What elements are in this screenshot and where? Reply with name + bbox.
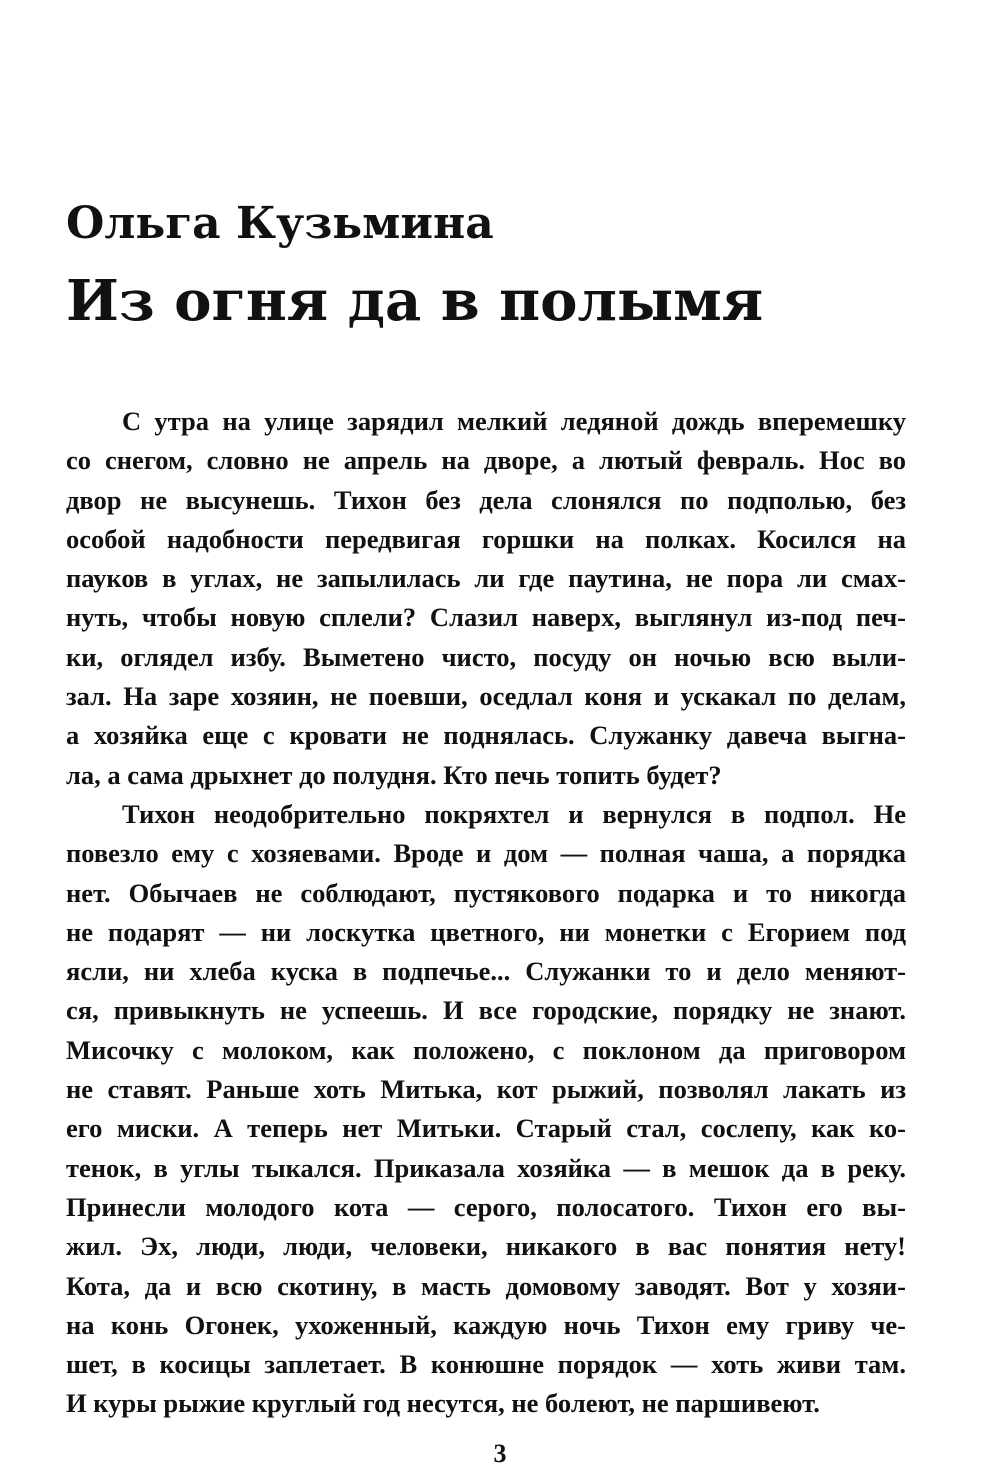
text-line: ся, привыкнуть не успеешь. И все городские, порядку не знают. <box>66 995 906 1026</box>
text-line: тенок, в углы тыкался. Приказала хозяйка — в мешок да в реку. <box>66 1152 906 1183</box>
text-line: со снегом, словно не апрель на дворе, а лютый февраль. Нос во <box>66 445 906 476</box>
text-line: а хозяйка еще с кровати не поднялась. Служанку давеча выгна- <box>66 720 906 751</box>
story-title: Из огня да в полымя <box>66 268 764 334</box>
author-name: Ольга Кузьмина <box>66 198 494 249</box>
text-line: Кота, да и всю скотину, в масть домовому заводят. Вот у хозяи- <box>66 1270 906 1301</box>
text-line: повезло ему с хозяевами. Вроде и дом — полная чаша, а порядка <box>66 838 906 869</box>
text-line: двор не высунешь. Тихон без дела слонялся по подполью, без <box>66 484 906 515</box>
page-number: 3 <box>493 1439 507 1468</box>
text-line: шет, в косицы заплетает. В конюшне порядок — хоть живи там. <box>66 1349 906 1380</box>
text-line: Принесли молодого кота — серого, полосатого. Тихон его вы- <box>66 1191 906 1222</box>
text-line: Мисочку с молоком, как положено, с поклоном да приговором <box>66 1034 906 1065</box>
text-line: не подарят — ни лоскутка цветного, ни монетки с Егорием под <box>66 916 906 947</box>
text-line: особой надобности передвигая горшки на полках. Косился на <box>66 523 906 554</box>
text-line: С утра на улице зарядил мелкий ледяной дождь вперемешку <box>122 406 906 436</box>
text-line: ясли, ни хлеба куска в подпечье... Служанки то и дело меняют- <box>66 956 906 987</box>
text-line: жил. Эх, люди, люди, человеки, никакого в вас понятия нету! <box>66 1231 906 1262</box>
text-line: пауков в углах, не запылилась ли где паутина, не пора ли смах- <box>66 563 906 594</box>
text-line: И куры рыжие круглый год несутся, не болеют, не паршивеют. <box>66 1388 820 1419</box>
text-line: зал. На заре хозяин, не поевши, оседлал коня и ускакал по делам, <box>66 681 906 712</box>
text-line: ки, оглядел избу. Выметено чисто, посуду он ночью всю выли- <box>66 641 906 672</box>
text-line: его миски. А теперь нет Митьки. Старый стал, сослепу, как ко- <box>66 1113 906 1144</box>
text-line: на конь Огонек, ухоженный, каждую ночь Тихон ему гриву че- <box>66 1309 906 1340</box>
story-text <box>66 402 906 1424</box>
text-line: не ставят. Раньше хоть Митька, кот рыжий, позволял лакать из <box>66 1074 906 1105</box>
text-line: нуть, чтобы новую сплели? Слазил наверх, выглянул из-под печ- <box>66 602 906 633</box>
text-line: Тихон неодобрительно покряхтел и вернулся в подпол. Не <box>122 798 906 829</box>
text-line: нет. Обычаев не соблюдают, пустякового подарка и то никогда <box>66 877 906 908</box>
text-line: ла, а сама дрыхнет до полудня. Кто печь топить будет? <box>66 759 722 790</box>
